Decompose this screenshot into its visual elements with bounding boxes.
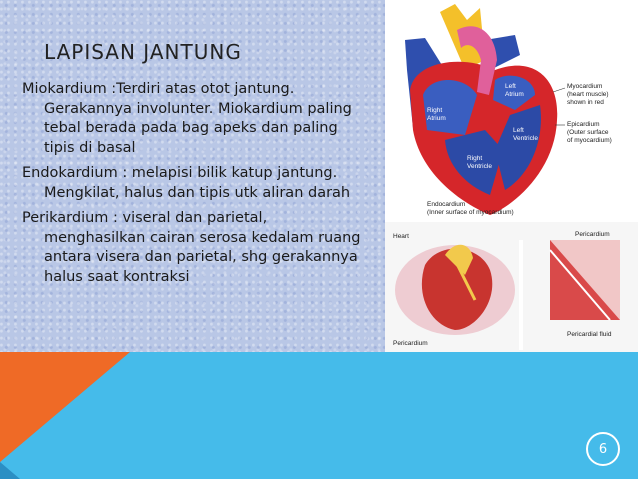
label-left-ventricle-1: Left bbox=[513, 127, 524, 134]
label-myocardium-1: Myocardium bbox=[567, 83, 603, 90]
label-epicardium-2: (Outer surface bbox=[567, 129, 609, 136]
label-epicardium-1: Epicardium bbox=[567, 121, 600, 128]
footer-band bbox=[0, 352, 638, 479]
paragraph-endokardium: Endokardium : melapisi bilik katup jantung. Mengkilat, halus dan tipis utk aliran darah bbox=[22, 165, 351, 201]
label-heart: Heart bbox=[393, 233, 409, 240]
label-epicardium-3: of myocardium) bbox=[567, 137, 612, 144]
page-number-badge: 6 bbox=[586, 432, 620, 466]
label-pericardium-detail: Pericardium bbox=[575, 231, 610, 238]
slide-body bbox=[22, 80, 367, 293]
label-right-atrium-2: Atrium bbox=[427, 115, 446, 122]
label-right-atrium-1: Right bbox=[427, 107, 443, 114]
label-left-ventricle-2: Ventricle bbox=[513, 135, 538, 142]
label-pericardium: Pericardium bbox=[393, 340, 428, 347]
label-myocardium-3: shown in red bbox=[567, 99, 604, 106]
label-left-atrium-1: Left bbox=[505, 83, 516, 90]
paragraph-perikardium: Perikardium : viseral dan parietal, menghasilkan cairan serosa kedalam ruang antara visera dan parietal, shg gerakannya halus saat kontraksi bbox=[22, 210, 361, 285]
label-right-ventricle-2: Ventricle bbox=[467, 163, 492, 170]
heart-diagram bbox=[385, 0, 638, 352]
paragraph-miokardium: Miokardium :Terdiri atas otot jantung. Gerakannya involunter. Miokardium paling tebal berada pada bag apeks dan paling tipis di basal bbox=[22, 81, 352, 156]
heart-layers-figure bbox=[385, 0, 638, 352]
label-left-atrium-2: Atrium bbox=[505, 91, 524, 98]
label-myocardium-2: (heart muscle) bbox=[567, 91, 609, 98]
label-endocardium-1: Endocardium bbox=[427, 201, 466, 208]
label-endocardium-2: (Inner surface of myocardium) bbox=[427, 209, 514, 216]
label-right-ventricle-1: Right bbox=[467, 155, 483, 162]
label-pericardial-fluid: Pericardial fluid bbox=[567, 331, 612, 338]
slide-title: LAPISAN JANTUNG bbox=[44, 40, 242, 64]
